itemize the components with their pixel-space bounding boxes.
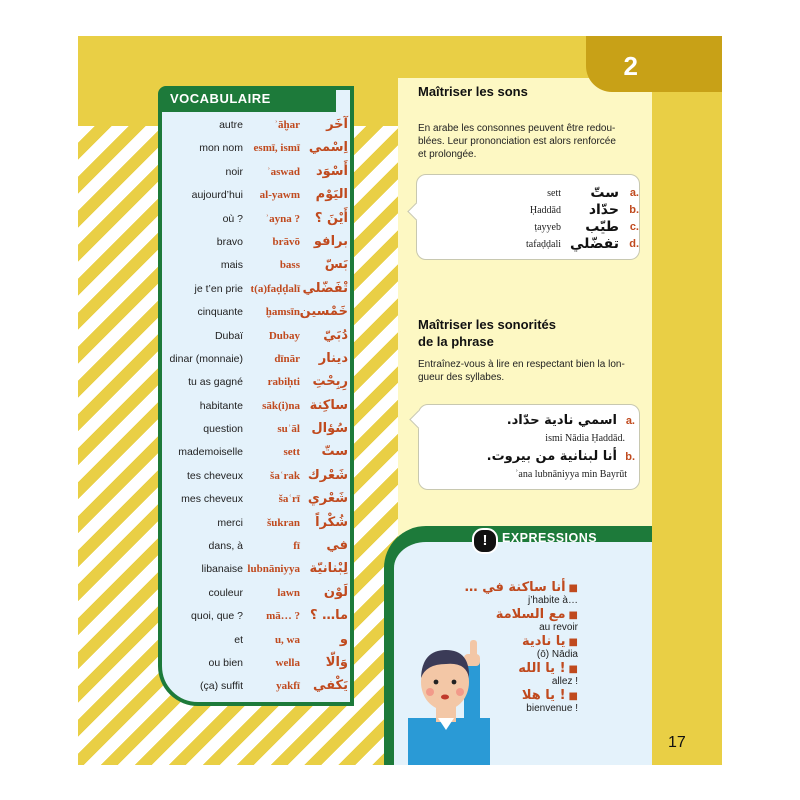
vocabulary-arabic: سُؤال [311,421,348,437]
phrase-letter: a. [625,415,635,427]
vocabulary-arabic: بَسّ [324,257,348,273]
expression-item [522,684,578,714]
vocabulary-row [162,396,350,419]
vocabulary-arabic: ستّ [321,444,348,460]
sons-arabic: تفضّلي [569,236,619,252]
vocabulary-french: mais [220,259,243,272]
expression-arabic: يا الله ! [518,661,566,676]
vocabulary-transliteration: u, wa [274,633,300,646]
bullet-icon: ■ [568,583,578,594]
vocabulary-transliteration: ʾaswad [266,165,300,178]
vocabulary-french: cinquante [197,306,243,319]
vocabulary-list [162,115,350,700]
sons-row [417,236,641,253]
vocabulary-arabic: ساكِنة [309,397,348,413]
vocabulary-transliteration: t(a)faḍḍalī [250,282,300,295]
vocabulary-french: mon nom [199,142,243,155]
vocabulary-french: aujourd’hui [191,189,243,202]
vocabulary-arabic: في [326,538,348,554]
vocabulary-row [162,209,350,232]
mouth [441,695,449,700]
sonorites-text-line: gueur des syllabes. [418,372,505,383]
phrase-transliteration: ʾana lubnāniyya min Bayrūt [515,469,627,480]
vocabulary-french: je t’en prie [194,282,243,295]
vocabulary-french: mes cheveux [181,493,243,506]
vocabulary-arabic: شَعْري [307,491,348,507]
vocabulary-arabic: و [339,631,348,647]
chapter-number: 2 [623,51,638,81]
vocabulary-row [162,279,350,302]
vocabulary-transliteration: bass [279,259,300,272]
expression-french: j’habite à… [527,595,578,606]
vocabulary-french: quoi, que ? [191,610,243,623]
vocabulary-transliteration: yakfī [276,680,300,693]
vocabulary-transliteration: ʾayna ? [265,212,300,225]
sons-transliteration: tafaḍḍali [526,239,561,250]
vocabulary-row [162,255,350,278]
vocabulary-row [162,606,350,629]
vocabulary-row [162,115,350,138]
sonorites-text-line: Entraînez-vous à lire en respectant bien la lon- [418,359,625,370]
vocabulary-transliteration: ʾāḫar [274,119,300,131]
vocabulary-transliteration: suʾāl [277,423,300,436]
vocabulary-transliteration: mā… ? [266,610,300,623]
sons-letter: c. [629,221,639,233]
vocabulary-transliteration: esmī, ismī [253,142,300,155]
vocabulary-row [162,326,350,349]
vocabulary-transliteration: šukran [266,516,300,529]
vocabulary-french: noir [225,165,243,178]
vocabulary-row [162,630,350,653]
book-page [78,36,722,765]
vocabulary-arabic: يَكْفي [313,678,348,694]
vocabulary-row [162,653,350,676]
expression-arabic: يا نادية [522,634,566,649]
page-number: 17 [668,734,686,751]
vocabulary-french: dinar (monnaie) [169,352,243,365]
sons-letter: d. [629,238,639,250]
sons-title: Maîtriser les sons [418,84,528,99]
vocabulary-french: habitante [199,399,243,412]
vocabulary-transliteration: brāvō [272,235,300,248]
sons-row [417,185,641,202]
expressions-title: EXPRESSIONS [502,531,598,545]
vocabulary-row [162,583,350,606]
sons-transliteration: Ḥaddād [529,205,561,216]
vocabulary-arabic: أَسْوَد [315,163,348,179]
vocabulary-french: où ? [222,212,243,225]
vocabulary-transliteration: lawn [277,586,300,599]
bullet-icon: ■ [568,691,578,702]
bullet-icon: ■ [568,664,578,675]
vocabulary-transliteration: rabiḥti [267,376,300,389]
expression-french: (ō) Nādia [536,649,578,660]
sons-text-line: blées. Leur prononciation est alors renforcée [418,136,616,147]
sons-row [417,219,641,236]
vocabulary-row [162,349,350,372]
vocabulary-french: question [203,423,243,436]
vocabulary-row [162,302,350,325]
vocabulary-box [158,86,354,706]
vocabulary-arabic: اِسْمي [308,140,348,156]
vocabulary-row [162,513,350,536]
vocabulary-transliteration: ḫamsīn [265,306,300,319]
vocabulary-row [162,138,350,161]
vocabulary-row [162,536,350,559]
vocabulary-row [162,185,350,208]
vocabulary-arabic: برافو [313,233,348,249]
sons-letter: a. [629,187,639,199]
vocabulary-transliteration: lubnāniyya [247,563,300,576]
sons-bubble [416,174,640,260]
expression-item [518,657,578,687]
vocabulary-arabic: شَعْرك [307,467,348,483]
boy-pointing-illustration [400,626,504,765]
vocabulary-transliteration: šaʿrak [270,469,300,482]
vocabulary-transliteration: wella [275,656,300,669]
vocabulary-arabic: رِبِحْتِ [312,374,348,390]
expression-french: au revoir [539,622,578,633]
vocabulary-transliteration: al-yawm [259,189,300,202]
vocabulary-row [162,559,350,582]
vocabulary-transliteration: šaʿrī [278,493,300,506]
vocabulary-arabic: دينار [318,350,348,366]
vocabulary-arabic: أَيْنَ ؟ [314,210,348,226]
vocabulary-row [162,489,350,512]
sons-arabic: طيّب [585,219,619,235]
vocabulary-transliteration: sāk(i)na [262,399,300,412]
vocabulary-french: bravo [216,235,243,248]
sons-arabic: ستّ [590,185,619,201]
sons-arabic: حدّاد [588,202,619,218]
vocabulary-french: mademoiselle [178,446,243,459]
phrase-transliteration: ismi Nādia Ḥaddād. [545,433,625,444]
vocabulary-french: libanaise [201,563,243,576]
vocabulary-arabic: اليَوْم [315,187,348,203]
cheek [426,688,434,696]
vocabulary-arabic: آخَر [326,117,348,132]
sons-letter: b. [629,204,639,216]
expression-arabic: يا هلا ! [521,688,566,703]
sonorites-text [418,358,644,384]
sons-text-line: En arabe les consonnes peuvent être redou- [418,123,616,134]
sonorites-title-line: de la phrase [418,334,494,349]
chapter-tab [586,36,722,92]
vocabulary-row [162,372,350,395]
vocabulary-french: couleur [208,586,243,599]
vocabulary-french: tes cheveux [186,469,243,482]
vocabulary-row [162,232,350,255]
vocabulary-french: ou bien [208,656,243,669]
vocabulary-arabic: لِبْنانيّة [309,561,348,577]
vocabulary-row [162,419,350,442]
sons-transliteration: ṭayyeb [534,222,561,233]
expression-french: bienvenue ! [526,703,578,714]
sonorites-title [418,316,556,350]
vocabulary-arabic: شُكْراً [315,514,348,530]
phrase-letter: b. [625,451,635,463]
bullet-icon: ■ [568,637,578,648]
vocabulary-arabic: ما… ؟ [310,608,348,624]
vocabulary-arabic: دُبَيّ [323,327,348,343]
sonorites-title-line: Maîtriser les sonorités [418,317,556,332]
vocabulary-arabic: خَمْسين [299,304,348,320]
vocabulary-transliteration: fī [293,540,300,553]
vocabulary-arabic: تْفَضّلي [302,280,348,296]
vocabulary-transliteration: Dubay [268,329,300,342]
vocabulary-row [162,162,350,185]
expression-arabic: مع السلامة [495,607,566,622]
vocabulary-french: dans, à [208,540,243,553]
cheek [456,688,464,696]
vocabulary-row [162,442,350,465]
sons-row [417,202,641,219]
vocabulary-title: VOCABULAIRE [158,86,336,112]
vocabulary-french: tu as gagné [188,376,243,389]
vocabulary-french: merci [217,516,243,529]
expression-item [496,603,578,633]
expression-french: allez ! [551,676,578,687]
vocabulary-transliteration: dīnār [274,352,300,365]
sons-text-line: et prolongée. [418,149,477,160]
vocabulary-french: autre [219,119,243,131]
expression-item [465,576,578,606]
vocabulary-transliteration: sett [283,446,300,459]
vocabulary-french: Dubaï [214,329,243,342]
sons-transliteration: sett [547,188,561,199]
bullet-icon: ■ [568,610,578,621]
vocabulary-row [162,466,350,489]
right-eye [452,680,457,685]
vocabulary-arabic: لَوْن [323,584,348,600]
phrase-arabic: اسمي نادية حدّاد. [506,413,617,428]
exclamation-icon: ! [472,528,498,554]
vocabulary-french: (ça) suffit [200,680,243,693]
vocabulary-arabic: وَالّا [325,654,348,670]
phrase-arabic: أنا لبنانية من بيروت. [486,449,617,464]
sonorites-bubble [418,404,640,490]
left-eye [434,680,439,685]
vocabulary-french: et [234,633,243,646]
expression-arabic: … أنا ساكنة في [464,580,566,595]
vocabulary-row [162,676,350,699]
expression-item [522,630,578,660]
sons-text [418,122,644,161]
